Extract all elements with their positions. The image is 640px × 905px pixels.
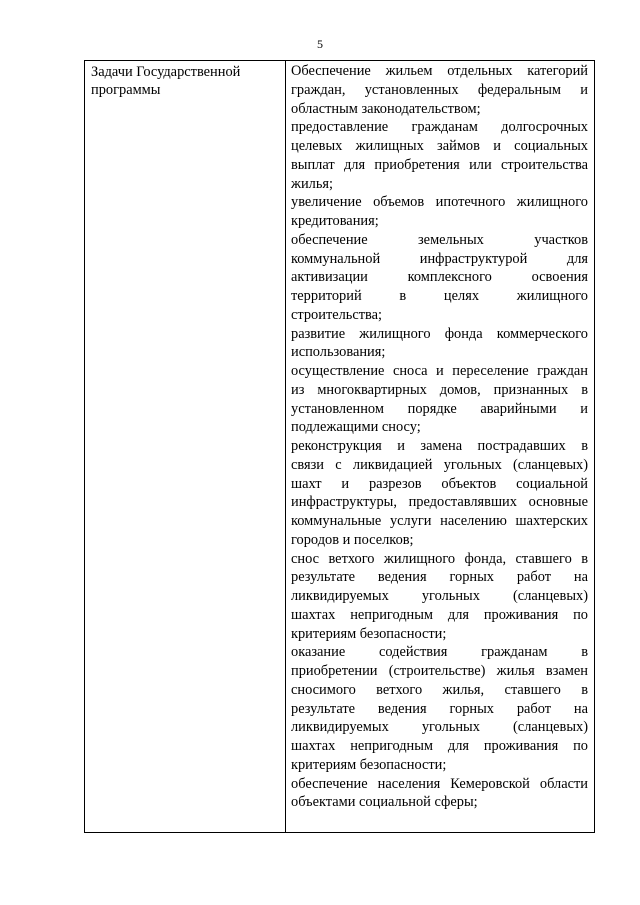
value-cell [286,61,595,833]
task-line: Обеспечение жильем отдельных категорий [291,63,588,79]
task-line: жилья; [291,175,334,192]
task-line: коммунальные услуги населению шахтерских [291,513,588,529]
task-line: связи с ликвидацией угольных (сланцевых) [291,456,588,473]
task-line: приобретении (строительстве) жилья взамен [291,663,588,679]
task-line: строительства; [291,306,383,323]
task-item [291,775,588,813]
task-line: городов и поселков; [291,531,414,548]
task-line: осуществление сноса и переселение граждан [291,363,588,379]
program-passport-table [84,60,595,833]
task-line: оказание содействия гражданам в [291,644,588,661]
task-line: кредитования; [291,213,379,229]
task-line: предоставление гражданам долгосрочных [291,119,588,136]
task-line: коммунальной инфраструктурой для [291,250,588,267]
task-line: активизации комплексного освоения [291,269,588,286]
task-item [291,550,588,644]
task-line: выплат для приобретения или строительства [291,156,588,173]
task-line: граждан, установленных федеральным и [291,81,588,98]
task-line: из многоквартирных домов, признанных в [291,381,588,398]
label-cell [85,61,286,833]
tasks-list [286,61,594,812]
task-item [291,231,588,325]
task-line: снос ветхого жилищного фонда, ставшего в [291,550,588,567]
task-line: результате ведения горных работ на [291,569,588,586]
task-line: развитие жилищного фонда коммерческого [291,325,588,342]
task-line: результате ведения горных работ на [291,700,588,717]
task-item [291,118,588,193]
task-line: территорий в целях жилищного [291,288,588,304]
table-row [85,61,595,833]
task-item [291,362,588,437]
row-label: Задачи Государственной программы [91,64,241,98]
task-line: областным законодательством; [291,100,481,117]
task-line: реконструкция и замена пострадавших в [291,438,588,454]
task-item [291,643,588,774]
task-line: критериям безопасности; [291,756,447,773]
task-line: подлежащими сносу; [291,419,421,436]
task-line: ликвидируемых угольных (сланцевых) [291,588,588,604]
task-line: обеспечение земельных участков [291,231,588,248]
task-item [291,193,588,231]
task-line: шахтах непригодным для проживания по [291,738,588,754]
task-item [291,62,588,118]
task-item [291,325,588,363]
task-line: установленном порядке аварийными и [291,400,588,417]
task-line: критериям безопасности; [291,625,447,642]
page-number: 5 [317,37,323,51]
task-line: ликвидируемых угольных (сланцевых) [291,719,588,736]
task-line: увеличение объемов ипотечного жилищного [291,194,588,211]
task-item [291,437,588,550]
task-line: инфраструктуры, предоставлявших основные [291,494,588,511]
task-line: шахт и разрезов объектов социальной [291,475,588,492]
task-line: использования; [291,344,386,361]
task-line: объектами социальной сферы; [291,794,478,811]
task-line: шахтах непригодным для проживания по [291,606,588,623]
task-line: сносимого ветхого жилья, ставшего в [291,681,588,698]
task-line: целевых жилищных займов и социальных [291,138,588,154]
task-line: обеспечение населения Кемеровской области [291,775,588,792]
